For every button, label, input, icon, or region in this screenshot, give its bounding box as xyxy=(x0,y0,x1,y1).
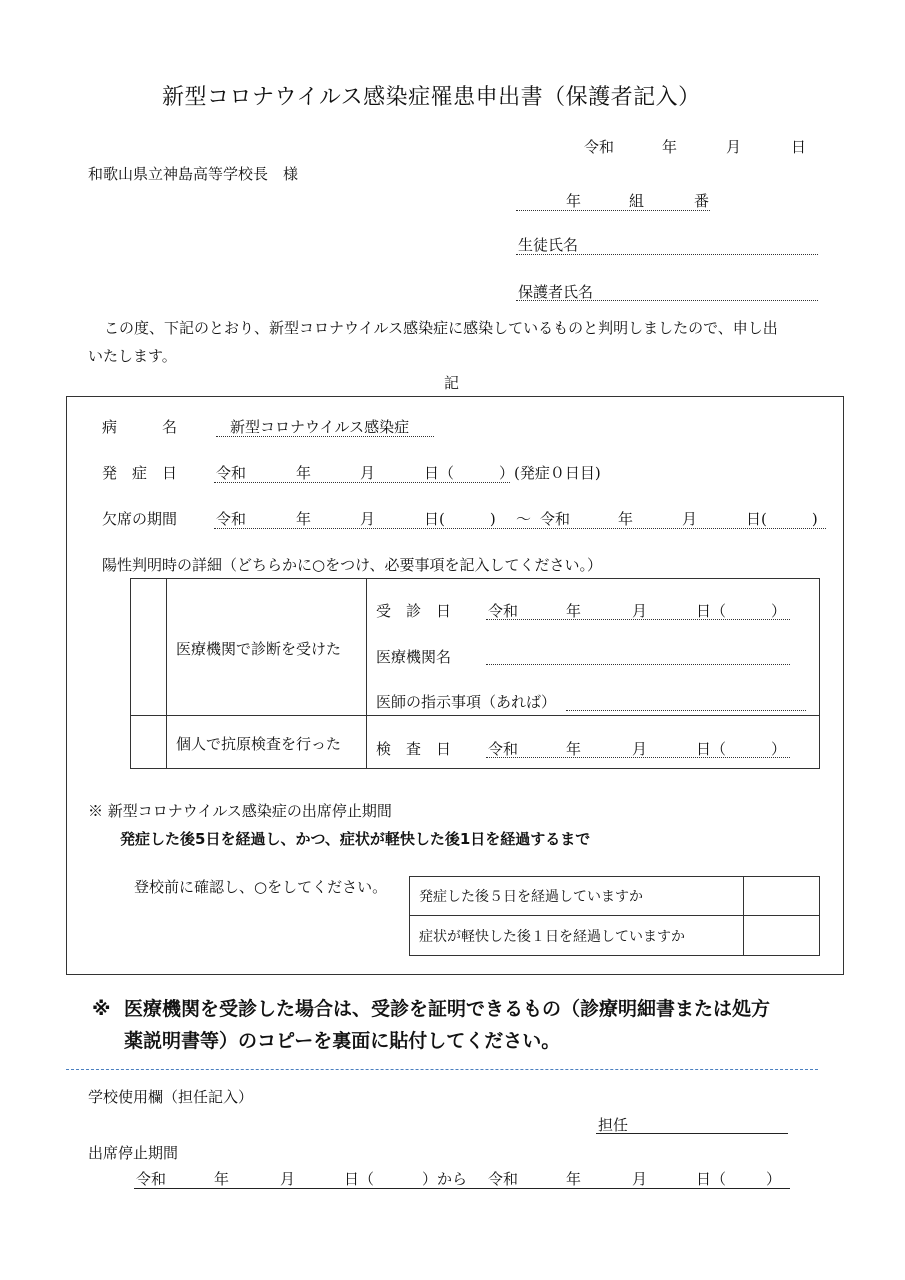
confirm-label: 登校前に確認し、○をしてください。 xyxy=(134,878,388,896)
disease-value: 新型コロナウイルス感染症 xyxy=(230,418,410,436)
absence-year1: 年 xyxy=(296,510,312,528)
antigen-era: 令和 xyxy=(488,740,519,758)
date-month: 月 xyxy=(726,138,742,156)
period-close2: ） xyxy=(766,1170,782,1188)
medical-doctor-label: 医師の指示事項（あれば） xyxy=(376,693,557,711)
confirm-q2-circle-cell[interactable] xyxy=(744,916,818,954)
medical-facility-field[interactable] xyxy=(486,664,790,665)
medical-doctor-field[interactable] xyxy=(566,710,806,711)
options-table-row-divider xyxy=(130,715,820,716)
onset-note: (発症０日目) xyxy=(514,464,601,482)
class-class: 組 xyxy=(629,192,645,210)
medical-month: 月 xyxy=(632,602,648,620)
student-name-field[interactable] xyxy=(516,254,818,255)
absence-era1: 令和 xyxy=(216,510,247,528)
period-year1: 年 xyxy=(214,1170,230,1188)
onset-era: 令和 xyxy=(216,464,247,482)
class-number: 番 xyxy=(694,192,710,210)
date-era: 令和 xyxy=(584,138,615,156)
school-use-label: 学校使用欄（担任記入） xyxy=(88,1088,254,1106)
absence-era2: 令和 xyxy=(540,510,571,528)
medical-facility-label: 医療機関名 xyxy=(376,648,452,666)
options-table-divider xyxy=(166,578,167,768)
medical-era: 令和 xyxy=(488,602,519,620)
antigen-year: 年 xyxy=(566,740,582,758)
suspension-period-label: 出席停止期間 xyxy=(88,1144,179,1162)
options-table-divider xyxy=(366,578,367,768)
absence-day2: 日( ) xyxy=(746,510,818,528)
medical-year: 年 xyxy=(566,602,582,620)
period-day2: 日（ xyxy=(696,1170,727,1188)
period-era2: 令和 xyxy=(488,1170,519,1188)
ki-mark: 記 xyxy=(444,374,460,392)
homeroom-label: 担任 xyxy=(598,1116,629,1134)
onset-day: 日（ ） xyxy=(424,464,515,482)
statement-line1: この度、下記のとおり、新型コロナウイルス感染症に感染しているものと判明しましたので、申し出 xyxy=(104,319,778,337)
suspension-rule: 発症した後5日を経過し、かつ、症状が軽快した後1日を経過するまで xyxy=(120,830,591,848)
period-day1: 日（ xyxy=(344,1170,375,1188)
date-year: 年 xyxy=(662,138,678,156)
disease-label: 病 名 xyxy=(102,418,178,436)
notice-mark: ※ xyxy=(92,998,111,1020)
confirm-q1-circle-cell[interactable] xyxy=(744,877,818,915)
homeroom-field[interactable] xyxy=(596,1133,788,1134)
period-month2: 月 xyxy=(632,1170,648,1188)
antigen-test-label: 検 査 日 xyxy=(376,740,452,758)
guardian-name-field[interactable] xyxy=(516,300,818,301)
period-close1: ）から xyxy=(422,1170,468,1188)
addressee: 和歌山県立神島高等学校長 様 xyxy=(88,165,299,183)
page-title: 新型コロナウイルス感染症罹患申出書（保護者記入） xyxy=(162,85,701,110)
antigen-circle-cell[interactable] xyxy=(131,716,166,767)
antigen-option: 個人で抗原検査を行った xyxy=(176,735,342,753)
period-era1: 令和 xyxy=(136,1170,167,1188)
antigen-day: 日（ ） xyxy=(696,740,787,758)
confirm-q1: 発症した後５日を経過していますか xyxy=(419,889,643,905)
absence-label: 欠席の期間 xyxy=(102,510,178,528)
medical-circle-cell[interactable] xyxy=(131,579,166,715)
class-year: 年 xyxy=(566,192,582,210)
date-day: 日 xyxy=(791,138,807,156)
period-month1: 月 xyxy=(280,1170,296,1188)
onset-year: 年 xyxy=(296,464,312,482)
suspension-title: ※ 新型コロナウイルス感染症の出席停止期間 xyxy=(88,802,392,820)
antigen-month: 月 xyxy=(632,740,648,758)
student-name-label: 生徒氏名 xyxy=(518,236,579,254)
onset-label: 発 症 日 xyxy=(102,464,178,482)
positive-detail-label: 陽性判明時の詳細（どちらかに○をつけ、必要事項を記入してください。） xyxy=(102,556,602,574)
medical-visit-label: 受 診 日 xyxy=(376,602,452,620)
absence-year2: 年 xyxy=(618,510,634,528)
statement-line2: いたします。 xyxy=(88,347,177,365)
absence-month2: 月 xyxy=(682,510,698,528)
guardian-name-label: 保護者氏名 xyxy=(518,283,594,301)
medical-day: 日（ ） xyxy=(696,602,787,620)
medical-option: 医療機関で診断を受けた xyxy=(176,640,342,658)
cut-line-divider xyxy=(66,1069,818,1070)
confirm-q2: 症状が軽快した後１日を経過していますか xyxy=(419,929,685,945)
absence-day1: 日( ) xyxy=(424,510,496,528)
class-line-underline[interactable] xyxy=(516,210,710,211)
absence-tilde: ～ xyxy=(516,510,532,528)
notice-line1: 医療機関を受診した場合は、受診を証明できるもの（診療明細書または処方 xyxy=(124,998,771,1020)
absence-month1: 月 xyxy=(360,510,376,528)
period-year2: 年 xyxy=(566,1170,582,1188)
onset-month: 月 xyxy=(360,464,376,482)
notice-line2: 薬説明書等）のコピーを裏面に貼付してください。 xyxy=(124,1030,561,1052)
